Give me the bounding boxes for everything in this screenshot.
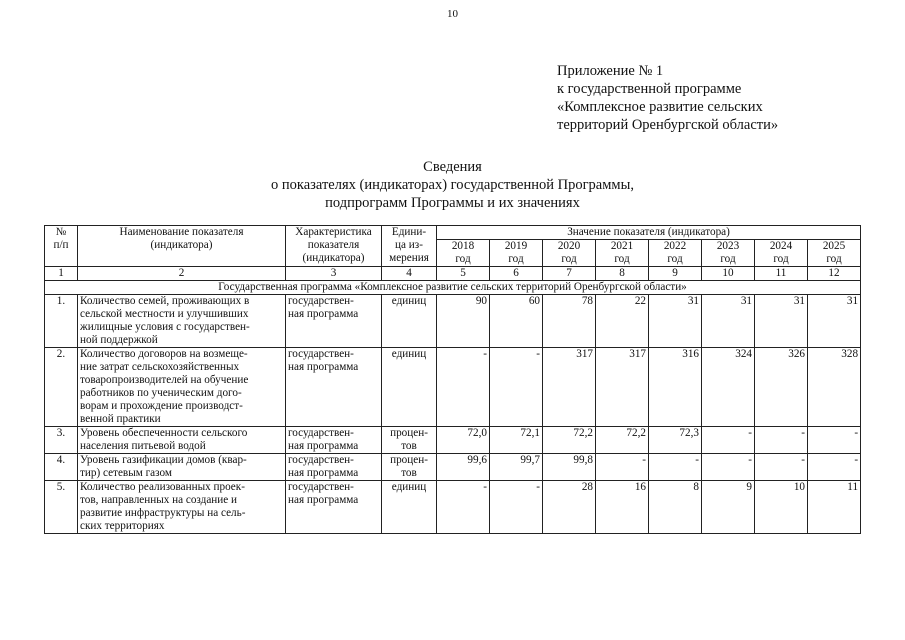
indicator-value: 328 [808,348,861,427]
header-unit [382,226,437,267]
indicator-name-line: ворам и прохождение производст- [80,400,243,412]
indicator-value: 8 [649,481,702,534]
unit-of-measure [382,454,437,481]
indicator-value: 72,3 [649,427,702,454]
indicator-value: 9 [702,481,755,534]
appendix-line: Приложение № 1 [557,63,664,79]
column-number: 6 [490,267,543,281]
indicator-characteristic [286,348,382,427]
appendix-line: к государственной программе [557,81,742,97]
indicator-name-line: Уровень обеспеченности сельского [80,427,248,439]
header-text: Едини- [391,226,427,238]
indicator-value: 60 [490,295,543,348]
indicator-value: 72,2 [596,427,649,454]
unit-line: процен- [390,454,428,466]
indicator-value: 72,2 [543,427,596,454]
indicator-value: 316 [649,348,702,427]
indicator-value: - [808,427,861,454]
indicator-name-line: товаропроизводителей на обучение [80,374,249,386]
unit-of-measure [382,427,437,454]
indicator-name-line: населения питьевой водой [80,440,206,452]
header-year [596,240,649,267]
characteristic-line: государствен- [288,427,354,439]
indicator-value: - [649,454,702,481]
table-row [45,481,861,534]
indicator-value: 78 [543,295,596,348]
characteristic-line: ная программа [288,494,359,506]
unit-line: процен- [390,427,428,439]
indicator-name-line: Уровень газификации домов (квар- [80,454,247,466]
column-numbers-row [45,267,861,281]
header-text: ца из- [395,239,423,251]
characteristic-line: ная программа [288,467,359,479]
header-text: п/п [53,239,69,251]
indicator-characteristic [286,295,382,348]
header-text: мерения [389,252,429,264]
indicator-name-line: работников по ученическим дого- [80,387,242,399]
column-number: 5 [437,267,490,281]
row-number: 4. [45,454,78,481]
indicator-value: 317 [543,348,596,427]
characteristic-line: государствен- [288,454,354,466]
appendix-line: территорий Оренбургской области» [557,117,779,133]
column-number: 11 [755,267,808,281]
document-title [0,158,905,212]
indicator-value: 90 [437,295,490,348]
indicator-name [78,348,286,427]
characteristic-line: ная программа [288,440,359,452]
indicator-value: 324 [702,348,755,427]
unit-line: тов [401,440,417,452]
indicator-value: - [755,427,808,454]
year-word: год [826,253,842,265]
title-line: о показателях (индикаторах) государственной Программы, [271,177,634,193]
year-label: 2021 [610,240,634,252]
year-label: 2018 [451,240,475,252]
unit-line: единиц [391,348,427,360]
indicator-value: 99,7 [490,454,543,481]
appendix-header [557,62,778,134]
indicator-value: 31 [755,295,808,348]
indicator-name-line: тов, направленных на создание и [80,494,238,506]
indicator-value: 10 [755,481,808,534]
indicator-name-line: сельской местности и улучшивших [80,308,249,320]
indicator-value: - [702,427,755,454]
header-num [45,226,78,267]
indicator-characteristic [286,481,382,534]
year-label: 2023 [716,240,740,252]
indicator-value: - [808,454,861,481]
unit-of-measure [382,481,437,534]
title-line: подпрограмм Программы и их значениях [325,195,580,211]
unit-line: единиц [391,481,427,493]
table-row [45,454,861,481]
header-characteristic [286,226,382,267]
indicator-value: 72,1 [490,427,543,454]
indicator-characteristic [286,427,382,454]
year-word: год [773,253,789,265]
indicator-value: 72,0 [437,427,490,454]
indicator-value: 16 [596,481,649,534]
column-number: 4 [382,267,437,281]
header-name [78,226,286,267]
header-values: Значение показателя (индикатора) [437,226,861,240]
unit-line: тов [401,467,417,479]
indicator-value: - [437,348,490,427]
header-text: Характеристика [295,226,372,238]
characteristic-line: государствен- [288,481,354,493]
page-number: 10 [447,8,458,20]
indicator-name-line: развитие инфраструктуры на сель- [80,507,246,519]
indicator-value: 22 [596,295,649,348]
header-row-top [45,226,861,240]
indicator-name-line: ние затрат сельскохозяйственных [80,361,240,373]
indicator-characteristic [286,454,382,481]
header-text: показателя [307,239,360,251]
indicator-name [78,427,286,454]
header-text: (индикатора) [150,239,213,251]
section-row [45,281,861,295]
column-number: 10 [702,267,755,281]
header-text: (индикатора) [302,252,365,264]
indicator-value: - [437,481,490,534]
column-number: 3 [286,267,382,281]
header-year [755,240,808,267]
indicator-name-line: ной поддержкой [80,334,158,346]
header-year [437,240,490,267]
header-year [808,240,861,267]
indicator-value: 99,8 [543,454,596,481]
row-number: 5. [45,481,78,534]
header-year [702,240,755,267]
year-word: год [667,253,683,265]
section-title: Государственная программа «Комплексное развитие сельских территорий Оренбургской области» [45,281,861,295]
year-word: год [455,253,471,265]
indicator-value: 99,6 [437,454,490,481]
table-row [45,427,861,454]
year-label: 2019 [504,240,528,252]
indicator-value: - [755,454,808,481]
row-number: 1. [45,295,78,348]
appendix-line: «Комплексное развитие сельских [557,99,763,115]
characteristic-line: ная программа [288,361,359,373]
row-number: 3. [45,427,78,454]
indicator-name [78,481,286,534]
indicator-value: 11 [808,481,861,534]
indicator-name-line: ских территориях [80,520,165,532]
indicator-name-line: жилищные условия с государствен- [80,321,250,333]
indicator-name-line: венной практики [80,413,161,425]
header-year [490,240,543,267]
unit-of-measure [382,348,437,427]
indicator-name-line: тир) сетевым газом [80,467,172,479]
column-number: 7 [543,267,596,281]
table-body [45,295,861,534]
indicators-table [44,225,861,534]
year-label: 2020 [557,240,581,252]
indicator-name-line: Количество семей, проживающих в [80,295,250,307]
header-year [543,240,596,267]
characteristic-line: государствен- [288,348,354,360]
indicator-value: 28 [543,481,596,534]
indicator-value: - [490,348,543,427]
characteristic-line: ная программа [288,308,359,320]
column-number: 2 [78,267,286,281]
characteristic-line: государствен- [288,295,354,307]
indicator-value: 326 [755,348,808,427]
indicator-value: 31 [808,295,861,348]
indicator-value: - [702,454,755,481]
header-text: Наименование показателя [119,226,244,238]
indicator-value: 31 [702,295,755,348]
year-word: год [508,253,524,265]
column-number: 8 [596,267,649,281]
year-word: год [720,253,736,265]
year-word: год [614,253,630,265]
unit-line: единиц [391,295,427,307]
column-number: 9 [649,267,702,281]
year-label: 2025 [822,240,846,252]
column-number: 12 [808,267,861,281]
header-text: № [55,226,67,238]
table-row [45,348,861,427]
indicator-name-line: Количество реализованных проек- [80,481,245,493]
indicator-name [78,295,286,348]
row-number: 2. [45,348,78,427]
indicator-name [78,454,286,481]
year-word: год [561,253,577,265]
indicator-value: 31 [649,295,702,348]
year-label: 2024 [769,240,793,252]
indicator-value: 317 [596,348,649,427]
indicator-value: - [596,454,649,481]
column-number: 1 [45,267,78,281]
unit-of-measure [382,295,437,348]
indicator-value: - [490,481,543,534]
indicator-name-line: Количество договоров на возмеще- [80,348,248,360]
table-row [45,295,861,348]
title-line: Сведения [423,159,482,175]
year-label: 2022 [663,240,687,252]
header-year [649,240,702,267]
